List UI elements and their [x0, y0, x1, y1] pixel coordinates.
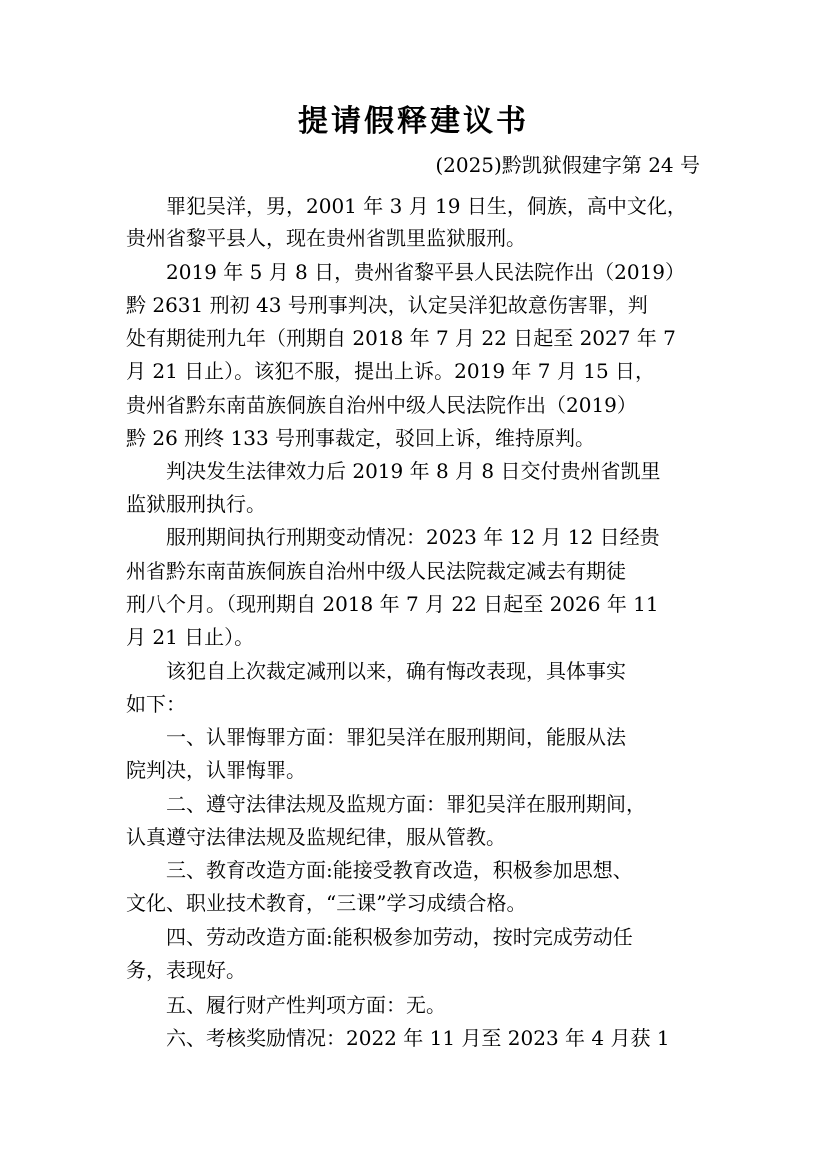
body-line: 认真遵守法律法规及监规纪律，服从管教。	[126, 825, 506, 849]
body-line: 州省黔东南苗族侗族自治州中级人民法院裁定减去有期徒	[126, 559, 626, 583]
body-line: 二、遵守法律法规及监规方面：罪犯吴洋在服刑期间，	[126, 792, 646, 816]
body-line: 六、考核奖励情况：2022 年 11 月至 2023 年 4 月获 1	[126, 1026, 670, 1050]
body-line: 如下：	[126, 692, 186, 716]
body-line: 月 21 日止）。该犯不服，提出上诉。2019 年 7 月 15 日，	[126, 359, 656, 383]
body-line: 2019 年 5 月 8 日，贵州省黎平县人民法院作出（2019）	[126, 260, 686, 284]
document-number: (2025)黔凯狱假建字第 24 号	[435, 153, 700, 177]
document-title: 提请假释建议书	[298, 104, 529, 139]
body-line: 判决发生法律效力后 2019 年 8 月 8 日交付贵州省凯里	[126, 459, 661, 483]
body-line: 黔 2631 刑初 43 号刑事判决，认定吴洋犯故意伤害罪，判	[126, 293, 648, 317]
body-line: 处有期徒刑九年（刑期自 2018 年 7 月 22 日起至 2027 年 7	[126, 326, 676, 350]
body-line: 三、教育改造方面:能接受教育改造，积极参加思想、	[126, 858, 633, 882]
body-line: 一、认罪悔罪方面：罪犯吴洋在服刑期间，能服从法	[126, 725, 626, 749]
body-line: 服刑期间执行刑期变动情况：2023 年 12 月 12 日经贵	[126, 525, 660, 549]
body-line: 四、劳动改造方面:能积极参加劳动，按时完成劳动任	[126, 925, 633, 949]
body-line: 刑八个月。（现刑期自 2018 年 7 月 22 日起至 2026 年 11	[126, 592, 659, 616]
body-line: 黔 26 刑终 133 号刑事裁定，驳回上诉，维持原判。	[126, 426, 596, 450]
body-line: 贵州省黔东南苗族侗族自治州中级人民法院作出（2019）	[126, 393, 637, 417]
body-line: 月 21 日止）。	[126, 625, 255, 649]
body-line: 该犯自上次裁定减刑以来，确有悔改表现，具体事实	[126, 659, 626, 683]
body-line: 院判决，认罪悔罪。	[126, 758, 306, 782]
body-line: 监狱服刑执行。	[126, 492, 266, 516]
body-line: 文化、职业技术教育，“三课”学习成绩合格。	[126, 891, 527, 915]
body-line: 贵州省黎平县人，现在贵州省凯里监狱服刑。	[126, 226, 526, 250]
body-line: 务，表现好。	[126, 958, 246, 982]
body-line: 五、履行财产性判项方面：无。	[126, 993, 446, 1017]
body-line: 罪犯吴洋，男，2001 年 3 月 19 日生，侗族，高中文化，	[126, 194, 687, 218]
